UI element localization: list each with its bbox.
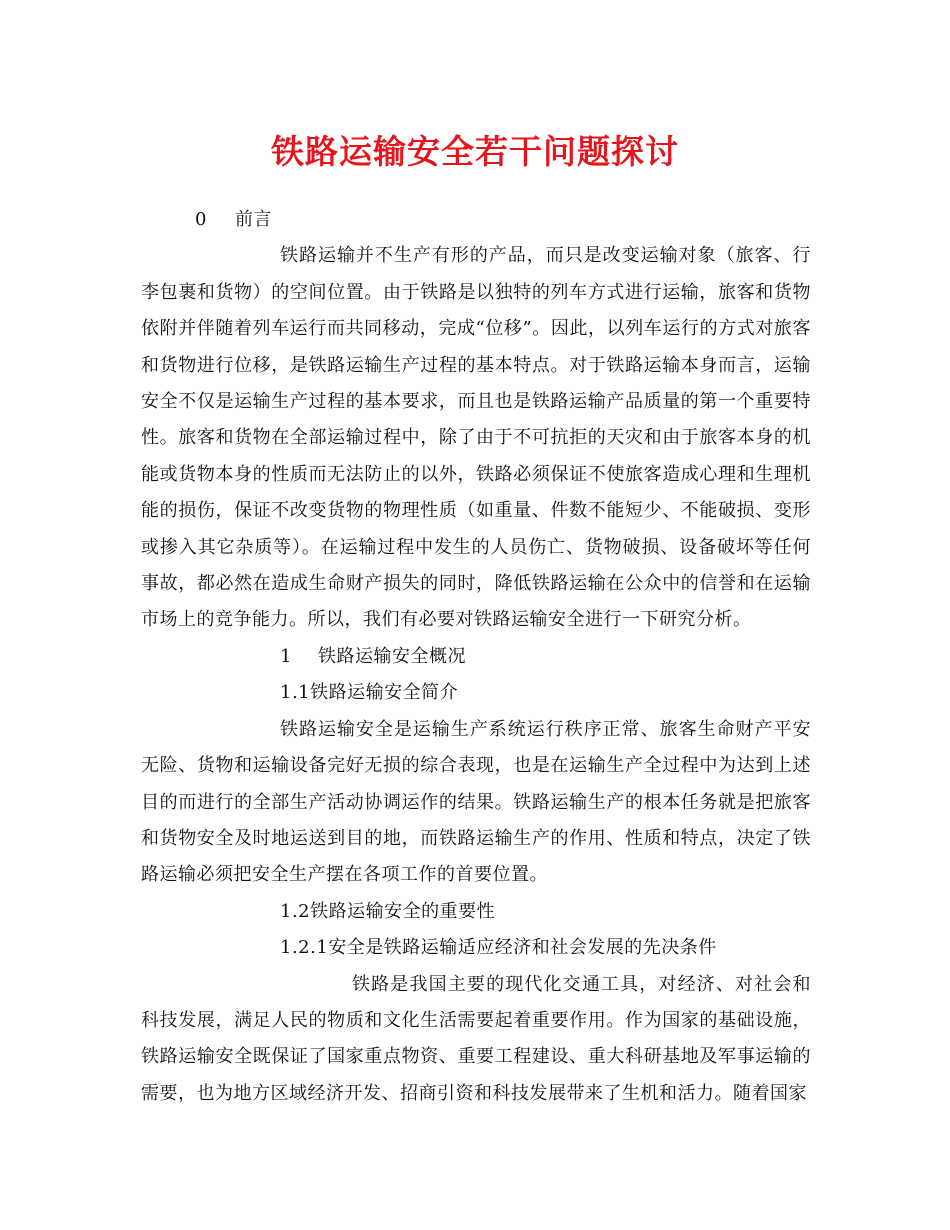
paragraph-1-2-1: 铁路是我国主要的现代化交通工具，对经济、对社会和科技发展，满足人民的物质和文化生活需要起着重要作用。作为国家的基础设施，铁路运输安全既保证了国家重点物资、重要工程建设、重大科研基地及军事运输的需要，也为地方区域经济开发、招商引资和科技发展带来了生机和活力。随着国家 — [141, 973, 811, 1104]
subsection-heading-1-1: 1.1铁路运输安全简介 — [280, 682, 459, 704]
section-title: 铁路运输安全概况 — [318, 645, 466, 667]
subsection-heading-1-2-1: 1.2.1安全是铁路运输适应经济和社会发展的先决条件 — [280, 937, 717, 959]
section-number: 1 — [280, 645, 292, 667]
subsection-heading-1-2: 1.2铁路运输安全的重要性 — [280, 900, 496, 922]
document-title: 铁路运输安全若干问题探讨 — [271, 132, 679, 171]
section-heading-preface — [141, 202, 811, 238]
section-number: 0 — [195, 209, 207, 230]
paragraph-1-1: 铁路运输安全是运输生产系统运行秩序正常、旅客生命财产平安无险、货物和运输设备完好无损的综合表现，也是在运输生产全过程中为达到上述目的而进行的全部生产活动协调运作的结果。铁路运输生产的根本任务就是把旅客和货物安全及时地运送到目的地，而铁路运输生产的作用、性质和特点，决定了铁路运输必须把安全生产摆在各项工作的首要位置。 — [141, 718, 811, 886]
section-heading-1 — [141, 639, 811, 675]
section-title: 前言 — [235, 209, 272, 230]
document-body — [141, 202, 811, 1112]
paragraph-preface: 铁路运输并不生产有形的产品，而只是改变运输对象（旅客、行李包裹和货物）的空间位置。由于铁路是以独特的列车方式进行运输，旅客和货物依附并伴随着列车运行而共同移动，完成“位移”。因此，以列车运行的方式对旅客和货物进行位移，是铁路运输生产过程的基本特点。对于铁路运输本身而言，运输安全不仅是运输生产过程的基本要求，而且也是铁路运输产品质量的第一个重要特性。旅客和货物在全部运输过程中，除了由于不可抗拒的天灾和由于旅客本身的机能或货物本身的性质而无法防止的以外，铁路必须保证不使旅客造成心理和生理机能的损伤，保证不改变货物的物理性质（如重量、件数不能短少、不能破损、变形或掺入其它杂质等）。在运输过程中发生的人员伤亡、货物破损、设备破坏等任何事故，都必然在造成生命财产损失的同时，降低铁路运输在公众中的信誉和在运输市场上的竞争能力。所以，我们有必要对铁路运输安全进行一下研究分析。 — [141, 245, 811, 631]
